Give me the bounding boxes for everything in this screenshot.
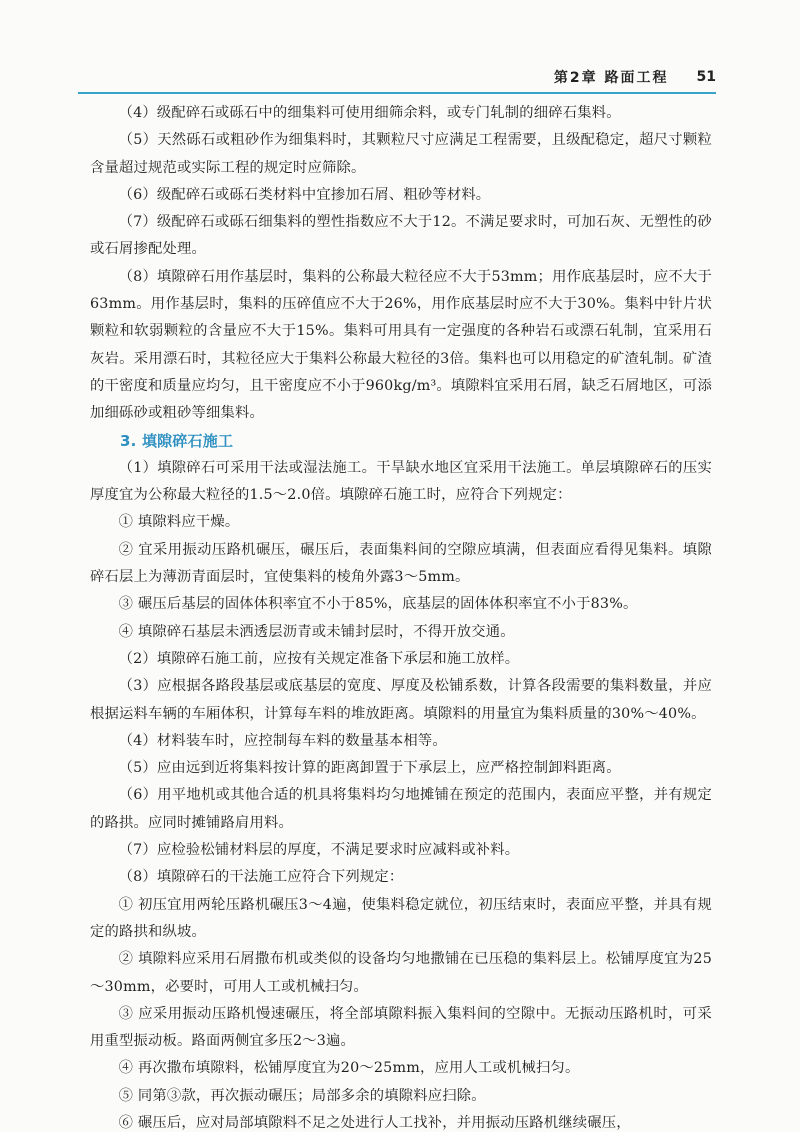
section-item-8: （8）填隙碎石的干法施工应符合下列规定：: [118, 869, 404, 886]
section-item-8-sub-1: ① 初压宜用两轮压路机碾压3～4遍，使集料稳定就位，初压结束时，表面应平整，并具有规定的路拱和纵坡。: [90, 896, 712, 940]
section-item-8-sub-4: ④ 再次撒布填隙料，松铺厚度宜为20～25mm，应用人工或机械扫匀。: [118, 1060, 580, 1077]
section-item-8-sub-3: ③ 应采用振动压路机慢速碾压，将全部填隙料振入集料间的空隙中。无振动压路机时，可采用重型振动板。路面两侧宜多压2～3遍。: [90, 1005, 712, 1050]
chapter-title: 第2章 路面工程: [553, 70, 669, 86]
section-item-4: （4）材料装车时，应控制每车料的数量基本相等。: [118, 732, 447, 749]
paragraph-6: （6）级配碎石或砾石类材料中宜掺加石屑、粗砂等材料。: [118, 186, 491, 203]
paragraph-4: （4）级配碎石或砾石中的细集料可使用细筛余料，或专门轧制的细碎石集料。: [118, 105, 621, 121]
section-item-7: （7）应检验松铺材料层的厚度，不满足要求时应减料或补料。: [118, 842, 520, 859]
section-item-5: （5）应由远到近将集料按计算的距离卸置于下承层上，应严格控制卸料距离。: [118, 760, 621, 777]
page-number: 51: [696, 69, 716, 85]
section-item-8-sub-2: ② 填隙料应采用石屑撒布机或类似的设备均匀地撒铺在已压稳的集料层上。松铺厚度宜为25～30mm，必要时，可用人工或机械扫匀。: [90, 951, 712, 995]
section-item-3: （3）应根据各路段基层或底基层的宽度、厚度及松铺系数，计算各段需要的集料数量，并应根据运料车辆的车厢体积，计算每车料的堆放距离。填隙料的用量宜为集料质量的30%～40%。: [90, 678, 712, 722]
section-item-1: （1）填隙碎石可采用干法或湿法施工。干旱缺水地区宜采用干法施工。单层填隙碎石的压实厚度宜为公称最大粒径的1.5～2.0倍。填隙碎石施工时，应符合下列规定：: [90, 459, 712, 504]
section-item-8-sub-6: ⑥ 碾压后，应对局部填隙料不足之处进行人工找补，并用振动压路机继续碾压，: [118, 1114, 631, 1131]
paragraph-5: （5）天然砾石或粗砂作为细集料时，其颗粒尺寸应满足工程需要，且级配稳定，超尺寸颗粒含量超过规范或实际工程的规定时应筛除。: [90, 132, 712, 176]
section-item-8-sub-5: ⑤ 同第③款，再次振动碾压；局部多余的填隙料应扫除。: [118, 1087, 486, 1104]
page-body: [90, 100, 712, 1137]
section-item-6: （6）用平地机或其他合适的机具将集料均匀地摊铺在预定的范围内，表面应平整，并有规定的路拱。应同时摊铺路肩用料。: [90, 787, 712, 831]
section-heading: 3. 填隙碎石施工: [120, 431, 234, 450]
header-rule: [78, 92, 716, 94]
section-item-1-sub-1: ① 填隙料应干燥。: [118, 514, 240, 531]
paragraph-7: （7）级配碎石或砾石细集料的塑性指数应不大于12。不满足要求时，可加石灰、无塑性的砂或石屑掺配处理。: [90, 214, 712, 258]
section-item-2: （2）填隙碎石施工前，应按有关规定准备下承层和施工放样。: [118, 650, 520, 667]
paragraph-8: （8）填隙碎石用作基层时，集料的公称最大粒径应不大于53mm；用作底基层时，应不大于63mm。用作基层时，集料的压碎值应不大于26%，用作底基层时应不大于30%。集料中针片状颗粒和软弱颗粒的含量应不大于15%。集料可用具有一定强度的各种岩石或漂石轧制，宜采用石灰岩。采用漂石时，其粒径应大于集料公称最大粒径的3倍。集料也可以用稳定的矿渣轧制。矿渣的干密度和质量应均匀，且干密度应不小于960kg/m³。填隙料宜采用石屑，缺乏石屑地区，可添加细砾砂或粗砂等细集料。: [90, 268, 712, 422]
page-header: [78, 66, 716, 88]
section-item-1-sub-2: ② 宜采用振动压路机碾压，碾压后，表面集料间的空隙应填满，但表面应看得见集料。填隙碎石层上为薄沥青面层时，宜使集料的棱角外露3～5mm。: [90, 541, 712, 586]
section-item-1-sub-4: ④ 填隙碎石基层未洒透层沥青或未铺封层时，不得开放交通。: [118, 623, 515, 640]
section-item-1-sub-3: ③ 碾压后基层的固体体积率宜不小于85%，底基层的固体体积率宜不小于83%。: [118, 596, 638, 613]
